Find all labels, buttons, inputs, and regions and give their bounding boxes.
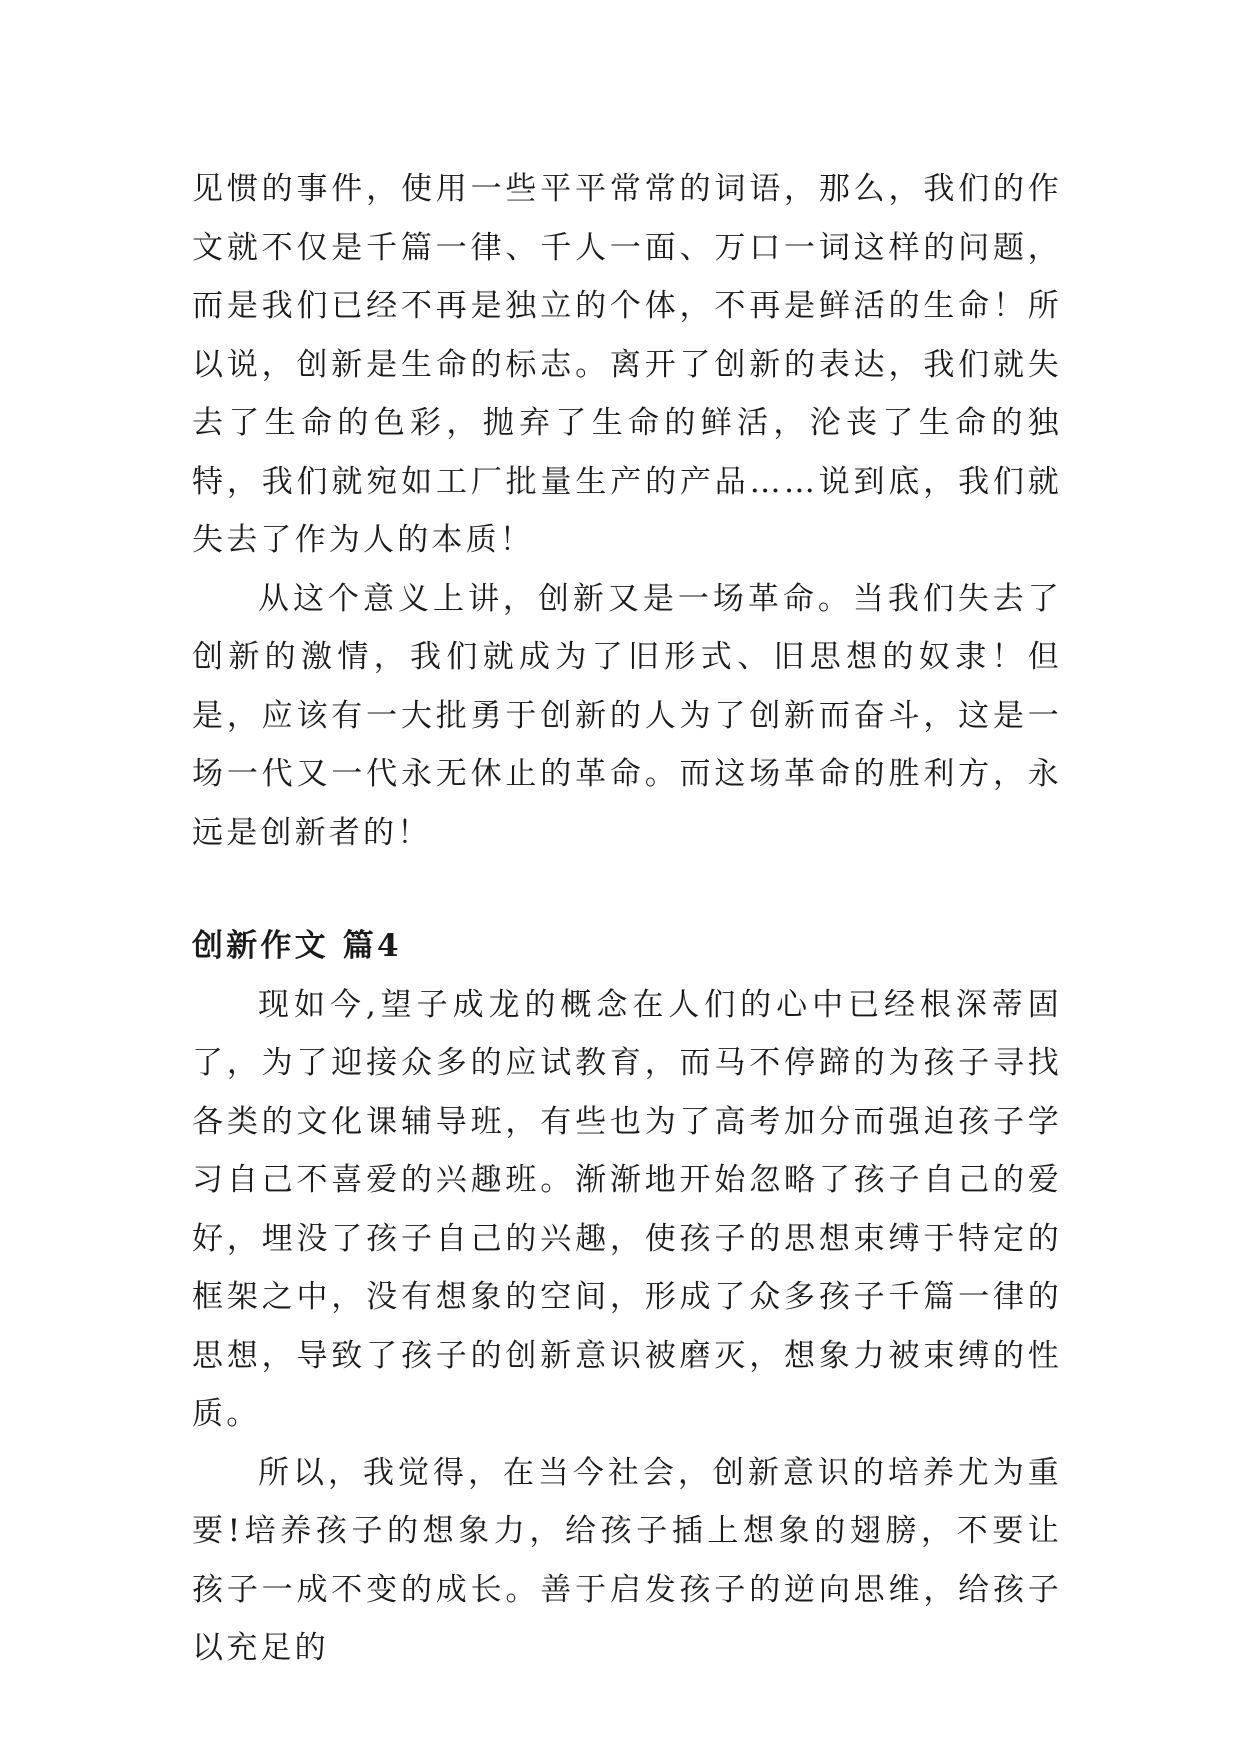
paragraph-education: 现如今,望子成龙的概念在人们的心中已经根深蒂固了，为了迎接众多的应试教育，而马不停蹄的为孩子寻找各类的文化课辅导班，有些也为了高考加分而强迫孩子学习自己不喜爱的兴趣班。渐渐地开始忽略了孩子自己的爱好，埋没了孩子自己的兴趣，使孩子的思想束缚于特定的框架之中，没有想象的空间，形成了众多孩子千篇一律的思想，导致了孩子的创新意识被磨灭，想象力被束缚的性质。	[192, 986, 1062, 1432]
paragraph-continuation: 见惯的事件，使用一些平平常常的词语，那么，我们的作文就不仅是千篇一律、千人一面、万口一词这样的问题，而是我们已经不再是独立的个体，不再是鲜活的生命！所以说，创新是生命的标志。离开了创新的表达，我们就失去了生命的色彩，抛弃了生命的鲜活，沦丧了生命的独特，我们就宛如工厂批量生产的产品……说到底，我们就失去了作为人的本质！	[192, 171, 1062, 558]
document-page	[192, 160, 1062, 1678]
paragraph-conclusion: 所以，我觉得，在当今社会，创新意识的培养尤为重要!培养孩子的想象力，给孩子插上想象的翅膀，不要让孩子一成不变的成长。善于启发孩子的逆向思维，给孩子以充足的	[192, 1454, 1062, 1666]
section-heading: 创新作文 篇4	[192, 928, 402, 964]
paragraph-revolution: 从这个意义上讲，创新又是一场革命。当我们失去了创新的激情，我们就成为了旧形式、旧思想的奴隶！但是，应该有一大批勇于创新的人为了创新而奋斗，这是一场一代又一代永无休止的革命。而这场革命的胜利方，永远是创新者的！	[192, 580, 1062, 851]
